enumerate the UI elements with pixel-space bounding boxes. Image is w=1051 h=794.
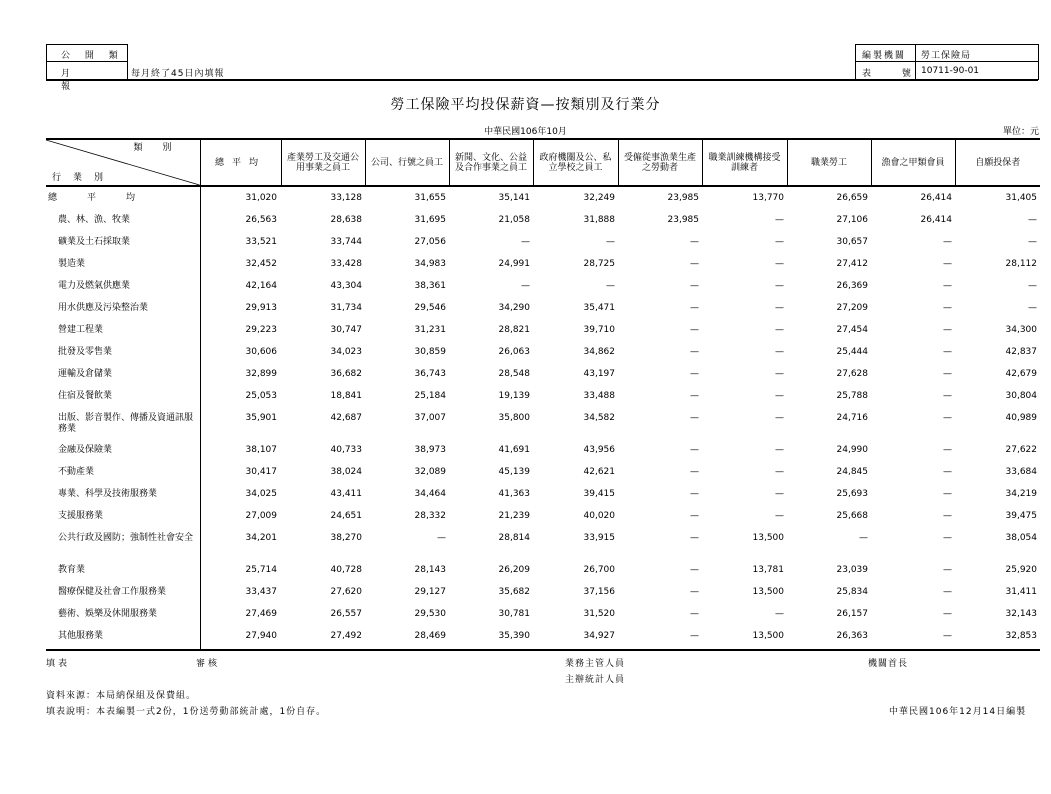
value-cell: — xyxy=(690,259,699,269)
value-cell: 25,788 xyxy=(836,391,868,401)
value-cell: — xyxy=(690,565,699,575)
public-class-label: 公 開 類 xyxy=(61,51,124,61)
value-cell: 31,520 xyxy=(583,609,615,619)
value-cell: — xyxy=(775,281,784,291)
value-cell: 32,089 xyxy=(414,467,446,477)
value-cell: 30,657 xyxy=(836,237,868,247)
value-cell: 38,054 xyxy=(1005,533,1037,543)
table-header-row xyxy=(46,139,1040,186)
value-cell: 30,859 xyxy=(414,347,446,357)
header-rule xyxy=(46,79,1038,81)
value-cell: 26,209 xyxy=(498,565,530,575)
value-cell: 35,901 xyxy=(245,413,277,423)
value-cell: 34,464 xyxy=(414,489,446,499)
agency-value: 勞工保險局 xyxy=(921,51,972,61)
table-row xyxy=(46,275,1040,297)
value-cell: — xyxy=(775,369,784,379)
value-cell: 34,927 xyxy=(533,625,618,650)
table-row xyxy=(46,407,1040,439)
form-key: 表 號 xyxy=(862,69,925,79)
value-cell: 31,405 xyxy=(1005,193,1037,203)
table-row xyxy=(46,527,1040,559)
value-cell: 33,744 xyxy=(330,237,362,247)
value-cell: 27,056 xyxy=(414,237,446,247)
value-cell: 24,845 xyxy=(836,467,868,477)
industry-name: 礦業及土石採取業 xyxy=(46,231,200,253)
value-cell: — xyxy=(871,625,955,650)
value-cell: 28,821 xyxy=(498,325,530,335)
table-row xyxy=(46,341,1040,363)
value-cell: 42,621 xyxy=(583,467,615,477)
value-cell: — xyxy=(690,347,699,357)
value-cell: 25,714 xyxy=(245,565,277,575)
table-row xyxy=(46,186,1040,209)
value-cell: 32,452 xyxy=(245,259,277,269)
value-cell: 40,728 xyxy=(330,565,362,575)
value-cell: 13,770 xyxy=(752,193,784,203)
value-cell: 31,695 xyxy=(414,215,446,225)
industry-name: 金融及保險業 xyxy=(46,439,200,461)
value-cell: 42,837 xyxy=(1005,347,1037,357)
value-cell: 25,920 xyxy=(1005,565,1037,575)
value-cell: 25,444 xyxy=(836,347,868,357)
value-cell: — xyxy=(775,347,784,357)
value-cell: 29,127 xyxy=(414,587,446,597)
table-row xyxy=(46,439,1040,461)
value-cell: 24,651 xyxy=(330,511,362,521)
value-cell: — xyxy=(690,587,699,597)
value-cell: — xyxy=(943,347,952,357)
value-cell: — xyxy=(1028,303,1037,313)
value-cell: — xyxy=(943,565,952,575)
table-row xyxy=(46,505,1040,527)
frequency-label: 月 報 xyxy=(61,69,93,92)
value-cell: 27,492 xyxy=(281,625,365,650)
value-cell: 31,888 xyxy=(583,215,615,225)
footer-head: 機關首長 xyxy=(868,659,909,669)
industry-name: 支援服務業 xyxy=(46,505,200,527)
value-cell: 35,471 xyxy=(583,303,615,313)
value-cell: — xyxy=(943,325,952,335)
table-row xyxy=(46,231,1040,253)
value-cell: — xyxy=(618,625,702,650)
value-cell: 28,143 xyxy=(414,565,446,575)
value-cell: — xyxy=(775,259,784,269)
footer-filler: 填表 xyxy=(46,659,71,669)
value-cell: — xyxy=(943,533,952,543)
value-cell: 27,469 xyxy=(245,609,277,619)
column-header: 職業勞工 xyxy=(787,139,871,186)
value-cell: 35,141 xyxy=(498,193,530,203)
value-cell: — xyxy=(690,511,699,521)
value-cell: 34,290 xyxy=(498,303,530,313)
value-cell: 34,983 xyxy=(414,259,446,269)
value-cell: 24,991 xyxy=(498,259,530,269)
value-cell: 28,332 xyxy=(414,511,446,521)
industry-name: 總平均 xyxy=(46,186,200,209)
value-cell: 13,500 xyxy=(752,533,784,543)
value-cell: 28,725 xyxy=(583,259,615,269)
data-table xyxy=(46,138,1040,651)
value-cell: — xyxy=(606,237,615,247)
value-cell: 34,300 xyxy=(1005,325,1037,335)
value-cell: 42,679 xyxy=(1005,369,1037,379)
value-cell: — xyxy=(943,303,952,313)
value-cell: 36,743 xyxy=(414,369,446,379)
corner-cell xyxy=(46,139,200,186)
value-cell: — xyxy=(775,303,784,313)
value-cell: 32,899 xyxy=(245,369,277,379)
column-header: 政府機關及公、私立學校之員工 xyxy=(533,139,618,186)
table-row xyxy=(46,319,1040,341)
value-cell: 18,841 xyxy=(330,391,362,401)
value-cell: 38,107 xyxy=(245,445,277,455)
value-cell: 34,025 xyxy=(245,489,277,499)
value-cell: 32,143 xyxy=(1005,609,1037,619)
value-cell: 35,390 xyxy=(449,625,533,650)
data-source: 資料來源：本局納保組及保費組。 xyxy=(46,691,197,701)
column-header: 職業訓練機構接受訓練者 xyxy=(702,139,787,186)
corner-top-label: 類別 xyxy=(133,143,192,153)
value-cell: 32,853 xyxy=(955,625,1040,650)
value-cell: 38,270 xyxy=(330,533,362,543)
value-cell: 45,139 xyxy=(498,467,530,477)
value-cell: 37,007 xyxy=(414,413,446,423)
value-cell: 23,985 xyxy=(667,193,699,203)
industry-name: 營建工程業 xyxy=(46,319,200,341)
value-cell: 30,747 xyxy=(330,325,362,335)
value-cell: 39,475 xyxy=(1005,511,1037,521)
industry-name: 專業、科學及技術服務業 xyxy=(46,483,200,505)
value-cell: 42,687 xyxy=(330,413,362,423)
value-cell: — xyxy=(690,325,699,335)
value-cell: — xyxy=(943,237,952,247)
value-cell: — xyxy=(943,489,952,499)
report-title: 勞工保險平均投保薪資—按類別及行業分 xyxy=(390,97,661,113)
value-cell: 29,913 xyxy=(245,303,277,313)
value-cell: 38,361 xyxy=(414,281,446,291)
value-cell: — xyxy=(943,467,952,477)
table-row xyxy=(46,625,1040,650)
value-cell: 30,606 xyxy=(245,347,277,357)
value-cell: 27,620 xyxy=(330,587,362,597)
value-cell: 42,164 xyxy=(245,281,277,291)
value-cell: 33,684 xyxy=(1005,467,1037,477)
value-cell: 27,454 xyxy=(836,325,868,335)
value-cell: 25,053 xyxy=(245,391,277,401)
value-cell: 40,733 xyxy=(330,445,362,455)
value-cell: 43,956 xyxy=(583,445,615,455)
value-cell: — xyxy=(943,511,952,521)
industry-name: 製造業 xyxy=(46,253,200,275)
value-cell: 26,659 xyxy=(836,193,868,203)
value-cell: 28,469 xyxy=(365,625,449,650)
value-cell: 27,209 xyxy=(836,303,868,313)
value-cell: 23,985 xyxy=(667,215,699,225)
table-row xyxy=(46,363,1040,385)
value-cell: 31,231 xyxy=(414,325,446,335)
value-cell: 13,781 xyxy=(752,565,784,575)
value-cell: 30,804 xyxy=(1005,391,1037,401)
value-cell: 39,415 xyxy=(583,489,615,499)
table-row xyxy=(46,581,1040,603)
value-cell: 35,682 xyxy=(498,587,530,597)
value-cell: — xyxy=(1028,237,1037,247)
corner-bottom-label: 行業別 xyxy=(52,173,116,183)
value-cell: 28,638 xyxy=(330,215,362,225)
value-cell: — xyxy=(943,391,952,401)
table-row xyxy=(46,385,1040,407)
value-cell: 27,622 xyxy=(1005,445,1037,455)
value-cell: — xyxy=(690,303,699,313)
compiled-date: 中華民國106年12月14日編製 xyxy=(889,707,1027,717)
value-cell: 13,500 xyxy=(702,625,787,650)
value-cell: — xyxy=(690,533,699,543)
value-cell: — xyxy=(1028,281,1037,291)
value-cell: — xyxy=(775,445,784,455)
table-row xyxy=(46,461,1040,483)
value-cell: 26,557 xyxy=(330,609,362,619)
value-cell: 34,201 xyxy=(245,533,277,543)
value-cell: — xyxy=(943,609,952,619)
value-cell: 30,781 xyxy=(498,609,530,619)
value-cell: 24,716 xyxy=(836,413,868,423)
column-header: 漁會之甲類會員 xyxy=(871,139,955,186)
industry-name: 教育業 xyxy=(46,559,200,581)
value-cell: 34,582 xyxy=(583,413,615,423)
industry-name: 電力及燃氣供應業 xyxy=(46,275,200,297)
value-cell: 21,239 xyxy=(498,511,530,521)
value-cell: 33,521 xyxy=(245,237,277,247)
value-cell: 25,834 xyxy=(836,587,868,597)
value-cell: 33,488 xyxy=(583,391,615,401)
value-cell: — xyxy=(690,609,699,619)
table-row xyxy=(46,559,1040,581)
value-cell: 40,020 xyxy=(583,511,615,521)
table-row xyxy=(46,297,1040,319)
value-cell: 38,973 xyxy=(414,445,446,455)
value-cell: 27,106 xyxy=(836,215,868,225)
fill-note: 填表說明：本表編製一式2份，1份送勞動部統計處，1份自存。 xyxy=(46,707,327,717)
table-row xyxy=(46,483,1040,505)
value-cell: — xyxy=(943,413,952,423)
value-cell: 31,411 xyxy=(1005,587,1037,597)
value-cell: 29,223 xyxy=(245,325,277,335)
column-header: 新聞、文化、公益及合作事業之員工 xyxy=(449,139,533,186)
value-cell: 38,024 xyxy=(330,467,362,477)
footer-stats-officer: 主辦統計人員 xyxy=(565,675,626,685)
value-cell: 28,814 xyxy=(498,533,530,543)
value-cell: — xyxy=(775,237,784,247)
value-cell: — xyxy=(943,587,952,597)
value-cell: — xyxy=(521,237,530,247)
agency-key: 編製機關 xyxy=(862,51,907,61)
value-cell: 37,156 xyxy=(583,587,615,597)
value-cell: 43,304 xyxy=(330,281,362,291)
value-cell: 30,417 xyxy=(245,467,277,477)
footer-supervisor: 業務主管人員 xyxy=(565,659,626,669)
value-cell: 21,058 xyxy=(498,215,530,225)
column-header: 受僱從事漁業生產之勞動者 xyxy=(618,139,702,186)
industry-name: 出版、影音製作、傳播及資通訊服務業 xyxy=(46,407,200,439)
value-cell: — xyxy=(943,445,952,455)
value-cell: 33,128 xyxy=(330,193,362,203)
value-cell: — xyxy=(775,609,784,619)
frequency-note: 每月終了45日內填報 xyxy=(131,69,225,79)
column-header: 自願投保者 xyxy=(955,139,1040,186)
value-cell: 26,414 xyxy=(920,215,952,225)
industry-name: 公共行政及國防；強制性社會安全 xyxy=(46,527,200,559)
table-row xyxy=(46,209,1040,231)
value-cell: — xyxy=(775,325,784,335)
value-cell: — xyxy=(943,259,952,269)
value-cell: 28,548 xyxy=(498,369,530,379)
value-cell: 41,363 xyxy=(498,489,530,499)
value-cell: — xyxy=(1028,215,1037,225)
value-cell: 29,530 xyxy=(414,609,446,619)
unit-label: 單位：元 xyxy=(1002,127,1039,137)
value-cell: — xyxy=(690,413,699,423)
value-cell: 31,655 xyxy=(414,193,446,203)
value-cell: 35,800 xyxy=(498,413,530,423)
value-cell: 26,414 xyxy=(920,193,952,203)
value-cell: 43,411 xyxy=(330,489,362,499)
value-cell: 26,369 xyxy=(836,281,868,291)
value-cell: — xyxy=(606,281,615,291)
value-cell: — xyxy=(437,533,446,543)
value-cell: 26,563 xyxy=(245,215,277,225)
value-cell: 25,693 xyxy=(836,489,868,499)
value-cell: — xyxy=(690,369,699,379)
value-cell: 31,734 xyxy=(330,303,362,313)
value-cell: — xyxy=(775,467,784,477)
value-cell: 33,437 xyxy=(245,587,277,597)
value-cell: 33,915 xyxy=(583,533,615,543)
value-cell: 33,428 xyxy=(330,259,362,269)
value-cell: 27,412 xyxy=(836,259,868,269)
value-cell: 41,691 xyxy=(498,445,530,455)
value-cell: — xyxy=(690,237,699,247)
industry-name: 其他服務業 xyxy=(46,625,200,650)
column-header: 公司、行號之員工 xyxy=(365,139,449,186)
value-cell: 23,039 xyxy=(836,565,868,575)
value-cell: — xyxy=(775,413,784,423)
value-cell: 26,363 xyxy=(787,625,871,650)
value-cell: — xyxy=(690,391,699,401)
value-cell: — xyxy=(690,467,699,477)
form-value: 10711-90-01 xyxy=(921,66,980,76)
value-cell: 13,500 xyxy=(752,587,784,597)
column-header: 總平均 xyxy=(200,139,281,186)
industry-name: 住宿及餐飲業 xyxy=(46,385,200,407)
value-cell: — xyxy=(690,445,699,455)
value-cell: 31,020 xyxy=(245,193,277,203)
footer-reviewer: 審核 xyxy=(196,659,221,669)
value-cell: 34,023 xyxy=(330,347,362,357)
value-cell: 39,710 xyxy=(583,325,615,335)
value-cell: — xyxy=(690,489,699,499)
industry-name: 用水供應及污染整治業 xyxy=(46,297,200,319)
value-cell: 19,139 xyxy=(498,391,530,401)
industry-name: 藝術、娛樂及休閒服務業 xyxy=(46,603,200,625)
value-cell: 32,249 xyxy=(583,193,615,203)
column-header: 產業勞工及交通公用事業之員工 xyxy=(281,139,365,186)
value-cell: — xyxy=(943,281,952,291)
value-cell: 26,157 xyxy=(836,609,868,619)
public-class-box xyxy=(46,44,128,61)
value-cell: 27,628 xyxy=(836,369,868,379)
value-cell: 26,063 xyxy=(498,347,530,357)
industry-name: 農、林、漁、牧業 xyxy=(46,209,200,231)
value-cell: 27,940 xyxy=(200,625,281,650)
industry-name: 醫療保健及社會工作服務業 xyxy=(46,581,200,603)
table-row xyxy=(46,603,1040,625)
agency-box xyxy=(855,44,1039,80)
value-cell: — xyxy=(775,391,784,401)
frequency-box xyxy=(46,61,128,92)
value-cell: — xyxy=(859,533,868,543)
industry-name: 不動產業 xyxy=(46,461,200,483)
table-row xyxy=(46,253,1040,275)
industry-name: 批發及零售業 xyxy=(46,341,200,363)
value-cell: — xyxy=(943,369,952,379)
report-date: 中華民國106年10月 xyxy=(484,127,567,137)
value-cell: 34,862 xyxy=(583,347,615,357)
value-cell: 27,009 xyxy=(245,511,277,521)
value-cell: — xyxy=(775,511,784,521)
value-cell: 34,219 xyxy=(1005,489,1037,499)
value-cell: 40,989 xyxy=(1005,413,1037,423)
value-cell: — xyxy=(521,281,530,291)
value-cell: 24,990 xyxy=(836,445,868,455)
industry-name: 運輸及倉儲業 xyxy=(46,363,200,385)
value-cell: — xyxy=(690,281,699,291)
value-cell: 29,546 xyxy=(414,303,446,313)
value-cell: 25,184 xyxy=(414,391,446,401)
value-cell: — xyxy=(775,489,784,499)
value-cell: — xyxy=(775,215,784,225)
value-cell: 43,197 xyxy=(583,369,615,379)
value-cell: 36,682 xyxy=(330,369,362,379)
value-cell: 25,668 xyxy=(836,511,868,521)
value-cell: 28,112 xyxy=(1005,259,1037,269)
value-cell: 26,700 xyxy=(583,565,615,575)
